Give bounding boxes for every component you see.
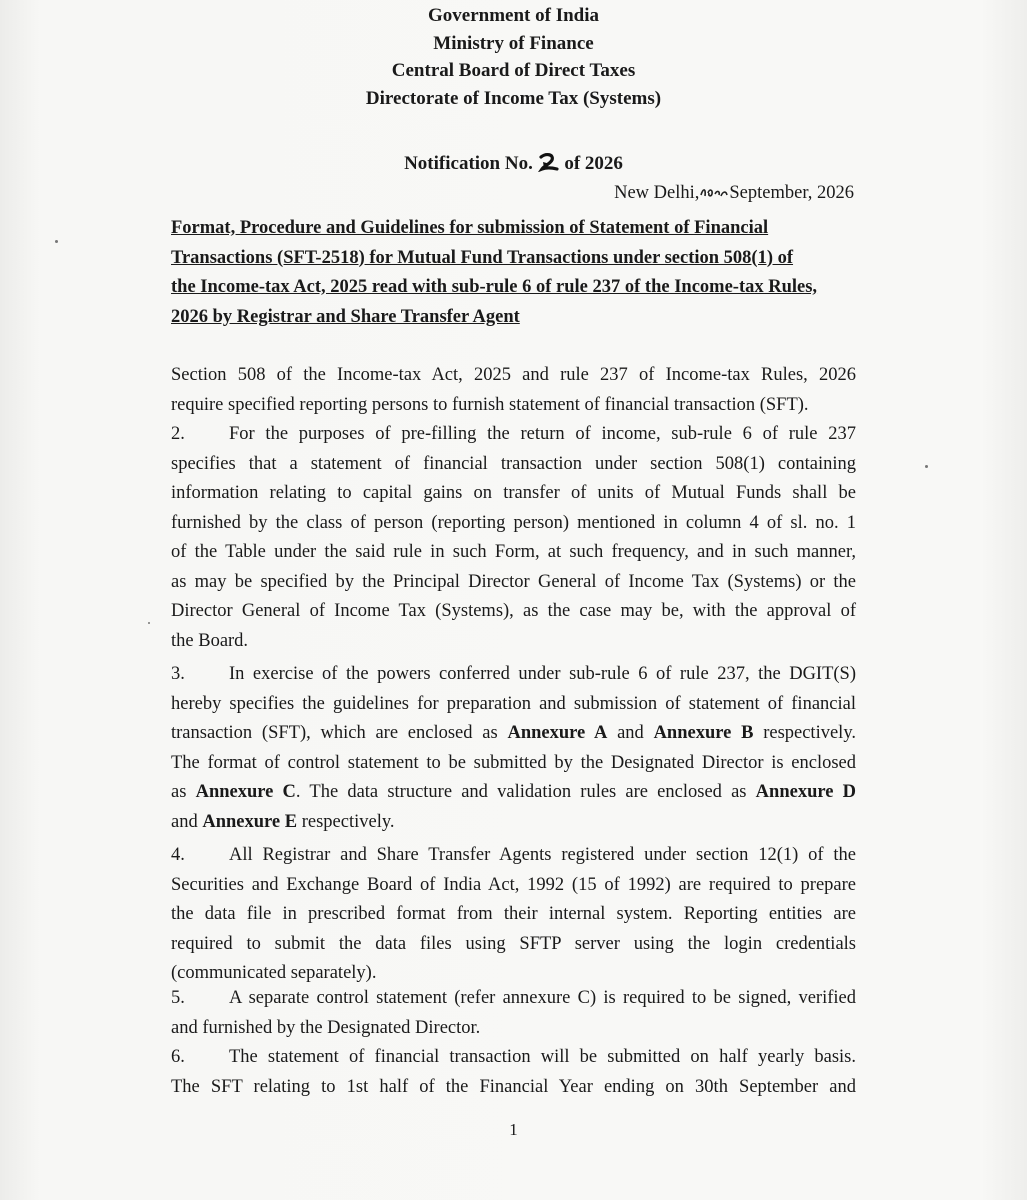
handwritten-day-mark [699,185,729,199]
place-and-date [614,183,854,204]
paragraph-line: of the Table under the said rule in such Form, at such frequency, and in such manner, [171,542,856,562]
scan-speck [925,465,928,468]
paragraph-line: required to submit the data files using SFTP server using the login credentials [171,933,856,954]
paragraph-text: A separate control statement (refer annexure C) is required to be signed, verified [229,988,856,1008]
paragraph-line: information relating to capital gains on transfer of units of Mutual Funds shall be [171,483,856,503]
subject-line: 2026 by Registrar and Share Transfer Agent [171,306,520,327]
paragraph-number: 4. [171,845,185,865]
paragraph-line: The SFT relating to 1st half of the Financial Year ending on 30th September and [171,1076,856,1097]
paragraph-line: Director General of Income Tax (Systems), as the case may be, with the approval of [171,601,856,621]
scan-speck [55,240,58,243]
paragraph-number: 2. [171,424,185,444]
notification-prefix: Notification No. [404,153,533,174]
paragraph-line: the data file in prescribed format from their internal system. Reporting entities are [171,904,856,924]
paragraph-6 [171,1043,856,1102]
paragraph-line: (communicated separately). [171,963,377,983]
notification-number [0,152,1027,175]
paragraph-text: In exercise of the powers conferred under sub-rule 6 of rule 237, the DGIT(S) [229,664,856,684]
paragraph-line: require specified reporting persons to furnish statement of financial transaction (SFT). [171,394,809,415]
paragraph-line: as may be specified by the Principal Director General of Income Tax (Systems) or the [171,571,856,592]
annexure-b-ref: Annexure B [653,723,754,743]
paragraph-text: as [171,782,196,802]
annexure-c-ref: Annexure C [195,782,296,802]
paragraph-text: respectively. [753,723,856,743]
paragraph-line: the Board. [171,630,249,651]
paragraph-text: transaction (SFT), which are enclosed as [171,723,508,743]
date-place: New Delhi, [614,183,700,203]
paragraph-line [171,778,856,808]
paragraph-number: 3. [171,664,185,684]
paragraph-text: and [607,723,654,743]
header-ministry: Ministry of Finance [433,32,594,54]
handwritten-number-mark [538,152,560,172]
paragraph-text: respectively. [297,811,395,832]
subject-line: the Income-tax Act, 2025 read with sub-rule 6 of rule 237 of the Income-tax Rules, [171,277,818,297]
date-month-year: September, 2026 [729,183,854,203]
paragraph-5 [171,984,856,1043]
paragraph-line: Securities and Exchange Board of India Act, 1992 (15 of 1992) are required to prepare [171,874,856,895]
paragraph-line: specifies that a statement of financial transaction under section 508(1) containing [171,453,856,474]
annexure-e-ref: Annexure E [202,811,298,832]
paragraph-text: All Registrar and Share Transfer Agents registered under section 12(1) of the [229,845,856,865]
header-government: Government of India [428,5,599,26]
header-directorate: Directorate of Income Tax (Systems) [365,87,662,109]
paragraph-line [171,719,856,749]
paragraph-line: hereby specifies the guidelines for preparation and submission of statement of financial [171,693,856,714]
paragraph-line: and furnished by the Designated Director. [171,1017,481,1038]
paragraph-line [171,841,856,871]
annexure-d-ref: Annexure D [755,782,856,802]
subject-line: Format, Procedure and Guidelines for submission of Statement of Financial [171,218,769,238]
paragraph-line [171,660,856,690]
paragraph-text: . The data structure and validation rules are enclosed as [295,782,756,802]
notification-suffix: of 2026 [564,153,623,174]
paragraph-line [171,420,856,450]
paragraph-4 [171,841,856,989]
paragraph-line [171,1043,856,1073]
paragraph-2 [171,420,856,656]
paragraph-1 [171,361,856,420]
annexure-a-ref: Annexure A [507,723,608,743]
paragraph-text: and [171,811,203,832]
paragraph-text: For the purposes of pre-filling the return of income, sub-rule 6 of rule 237 [229,424,856,444]
letterhead [0,2,1027,112]
paragraph-line [171,808,856,838]
scan-speck [148,622,150,624]
paragraph-number: 5. [171,988,185,1008]
paragraph-line: Section 508 of the Income-tax Act, 2025 and rule 237 of Income-tax Rules, 2026 [171,365,856,385]
paragraph-number: 6. [171,1047,185,1067]
header-board: Central Board of Direct Taxes [391,60,636,81]
paragraph-line [171,984,856,1014]
paragraph-line: The format of control statement to be submitted by the Designated Director is enclosed [171,752,856,773]
paragraph-text: The statement of financial transaction will be submitted on half yearly basis. [229,1047,856,1067]
paragraph-line: furnished by the class of person (reporting person) mentioned in column 4 of sl. no. 1 [171,512,856,533]
page-number: 1 [509,1120,518,1139]
subject-line: Transactions (SFT-2518) for Mutual Fund Transactions under section 508(1) of [171,247,794,268]
paragraph-3 [171,660,856,837]
notification-subject [171,214,856,332]
